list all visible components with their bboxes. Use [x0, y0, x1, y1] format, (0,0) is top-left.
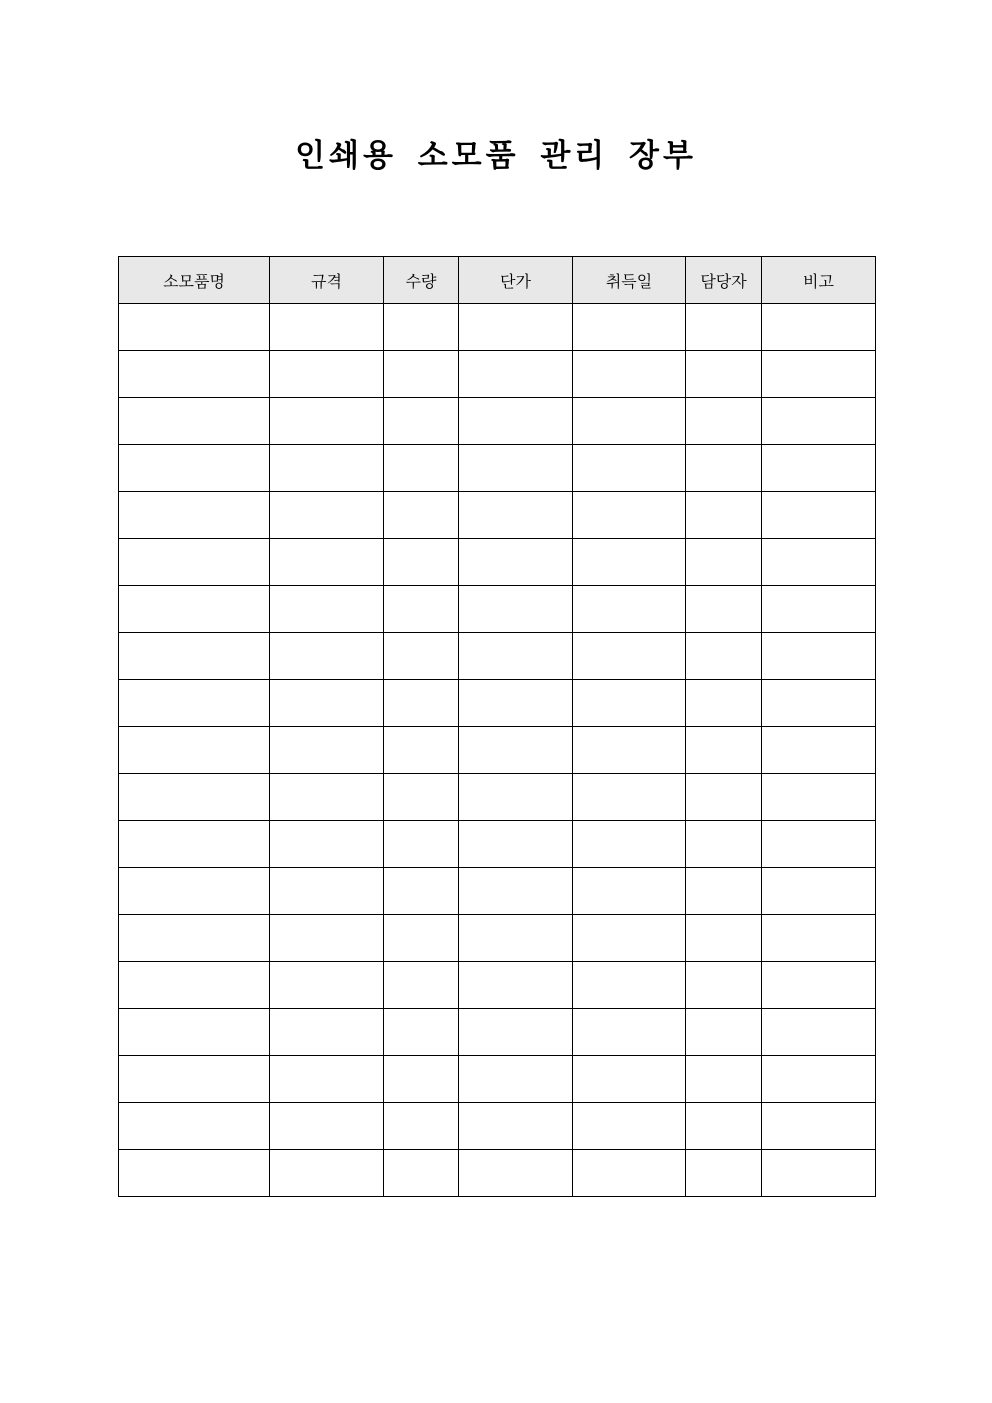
cell-unit-price[interactable]	[459, 304, 573, 351]
cell-spec[interactable]	[270, 1056, 384, 1103]
table-row	[119, 868, 876, 915]
cell-quantity[interactable]	[384, 868, 459, 915]
cell-manager[interactable]	[686, 492, 762, 539]
cell-item-name[interactable]	[119, 915, 270, 962]
cell-unit-price[interactable]	[459, 492, 573, 539]
cell-quantity[interactable]	[384, 821, 459, 868]
cell-remarks[interactable]	[762, 351, 876, 398]
table-row	[119, 680, 876, 727]
cell-spec[interactable]	[270, 774, 384, 821]
cell-remarks[interactable]	[762, 304, 876, 351]
cell-unit-price[interactable]	[459, 1056, 573, 1103]
cell-acquired-date[interactable]	[573, 398, 686, 445]
cell-item-name[interactable]	[119, 445, 270, 492]
cell-acquired-date[interactable]	[573, 680, 686, 727]
cell-unit-price[interactable]	[459, 821, 573, 868]
cell-remarks[interactable]	[762, 398, 876, 445]
cell-manager[interactable]	[686, 351, 762, 398]
cell-item-name[interactable]	[119, 680, 270, 727]
table-row	[119, 445, 876, 492]
cell-remarks[interactable]	[762, 1009, 876, 1056]
cell-quantity[interactable]	[384, 633, 459, 680]
cell-acquired-date[interactable]	[573, 586, 686, 633]
cell-spec[interactable]	[270, 962, 384, 1009]
cell-remarks[interactable]	[762, 633, 876, 680]
cell-item-name[interactable]	[119, 304, 270, 351]
cell-unit-price[interactable]	[459, 351, 573, 398]
cell-unit-price[interactable]	[459, 1009, 573, 1056]
cell-acquired-date[interactable]	[573, 774, 686, 821]
cell-acquired-date[interactable]	[573, 1009, 686, 1056]
cell-unit-price[interactable]	[459, 680, 573, 727]
cell-spec[interactable]	[270, 680, 384, 727]
cell-spec[interactable]	[270, 1150, 384, 1197]
cell-remarks[interactable]	[762, 1056, 876, 1103]
table-row	[119, 633, 876, 680]
cell-unit-price[interactable]	[459, 1150, 573, 1197]
cell-item-name[interactable]	[119, 1056, 270, 1103]
cell-remarks[interactable]	[762, 1103, 876, 1150]
table-row	[119, 398, 876, 445]
cell-item-name[interactable]	[119, 774, 270, 821]
cell-manager[interactable]	[686, 304, 762, 351]
cell-acquired-date[interactable]	[573, 868, 686, 915]
cell-remarks[interactable]	[762, 492, 876, 539]
cell-item-name[interactable]	[119, 962, 270, 1009]
cell-spec[interactable]	[270, 445, 384, 492]
cell-unit-price[interactable]	[459, 586, 573, 633]
page-title: 인쇄용 소모품 관리 장부	[295, 138, 697, 174]
cell-manager[interactable]	[686, 727, 762, 774]
cell-remarks[interactable]	[762, 445, 876, 492]
supplies-ledger-table	[118, 256, 876, 1197]
column-header-unit-price: 단가	[459, 257, 573, 304]
cell-remarks[interactable]	[762, 680, 876, 727]
cell-quantity[interactable]	[384, 962, 459, 1009]
cell-quantity[interactable]	[384, 445, 459, 492]
cell-spec[interactable]	[270, 398, 384, 445]
cell-manager[interactable]	[686, 398, 762, 445]
cell-manager[interactable]	[686, 868, 762, 915]
cell-acquired-date[interactable]	[573, 821, 686, 868]
cell-acquired-date[interactable]	[573, 539, 686, 586]
cell-item-name[interactable]	[119, 1103, 270, 1150]
cell-manager[interactable]	[686, 633, 762, 680]
cell-remarks[interactable]	[762, 868, 876, 915]
cell-unit-price[interactable]	[459, 915, 573, 962]
cell-acquired-date[interactable]	[573, 1150, 686, 1197]
cell-quantity[interactable]	[384, 915, 459, 962]
column-header-spec: 규격	[270, 257, 384, 304]
cell-spec[interactable]	[270, 539, 384, 586]
cell-unit-price[interactable]	[459, 774, 573, 821]
cell-unit-price[interactable]	[459, 539, 573, 586]
cell-manager[interactable]	[686, 915, 762, 962]
cell-spec[interactable]	[270, 304, 384, 351]
cell-quantity[interactable]	[384, 539, 459, 586]
cell-remarks[interactable]	[762, 915, 876, 962]
cell-spec[interactable]	[270, 915, 384, 962]
header-row	[119, 257, 876, 304]
table-row	[119, 492, 876, 539]
cell-manager[interactable]	[686, 1103, 762, 1150]
cell-acquired-date[interactable]	[573, 351, 686, 398]
table-row	[119, 1009, 876, 1056]
cell-item-name[interactable]	[119, 821, 270, 868]
cell-acquired-date[interactable]	[573, 915, 686, 962]
cell-manager[interactable]	[686, 1009, 762, 1056]
table-row	[119, 821, 876, 868]
cell-acquired-date[interactable]	[573, 304, 686, 351]
cell-spec[interactable]	[270, 868, 384, 915]
cell-unit-price[interactable]	[459, 868, 573, 915]
cell-manager[interactable]	[686, 539, 762, 586]
cell-acquired-date[interactable]	[573, 1056, 686, 1103]
cell-quantity[interactable]	[384, 1009, 459, 1056]
cell-item-name[interactable]	[119, 868, 270, 915]
cell-spec[interactable]	[270, 492, 384, 539]
table-row	[119, 304, 876, 351]
cell-quantity[interactable]	[384, 492, 459, 539]
cell-manager[interactable]	[686, 586, 762, 633]
table-header	[119, 257, 876, 304]
cell-acquired-date[interactable]	[573, 445, 686, 492]
cell-remarks[interactable]	[762, 962, 876, 1009]
cell-manager[interactable]	[686, 962, 762, 1009]
cell-quantity[interactable]	[384, 680, 459, 727]
column-header-acquired-date: 취득일	[573, 257, 686, 304]
table-body	[119, 304, 876, 1197]
cell-spec[interactable]	[270, 351, 384, 398]
table-row	[119, 586, 876, 633]
cell-acquired-date[interactable]	[573, 492, 686, 539]
cell-item-name[interactable]	[119, 727, 270, 774]
cell-manager[interactable]	[686, 774, 762, 821]
cell-acquired-date[interactable]	[573, 633, 686, 680]
cell-spec[interactable]	[270, 633, 384, 680]
cell-quantity[interactable]	[384, 398, 459, 445]
cell-unit-price[interactable]	[459, 727, 573, 774]
cell-spec[interactable]	[270, 1103, 384, 1150]
table-row	[119, 915, 876, 962]
table-row	[119, 539, 876, 586]
cell-remarks[interactable]	[762, 774, 876, 821]
cell-unit-price[interactable]	[459, 445, 573, 492]
cell-item-name[interactable]	[119, 1009, 270, 1056]
cell-item-name[interactable]	[119, 586, 270, 633]
cell-spec[interactable]	[270, 586, 384, 633]
cell-acquired-date[interactable]	[573, 962, 686, 1009]
table-row	[119, 1056, 876, 1103]
column-header-manager: 담당자	[686, 257, 762, 304]
table-row	[119, 351, 876, 398]
cell-remarks[interactable]	[762, 539, 876, 586]
cell-manager[interactable]	[686, 445, 762, 492]
cell-spec[interactable]	[270, 727, 384, 774]
cell-item-name[interactable]	[119, 633, 270, 680]
cell-item-name[interactable]	[119, 539, 270, 586]
table-row	[119, 774, 876, 821]
cell-acquired-date[interactable]	[573, 727, 686, 774]
cell-item-name[interactable]	[119, 1150, 270, 1197]
cell-spec[interactable]	[270, 821, 384, 868]
cell-quantity[interactable]	[384, 351, 459, 398]
cell-manager[interactable]	[686, 680, 762, 727]
cell-quantity[interactable]	[384, 774, 459, 821]
cell-remarks[interactable]	[762, 727, 876, 774]
cell-unit-price[interactable]	[459, 633, 573, 680]
column-header-remarks: 비고	[762, 257, 876, 304]
cell-spec[interactable]	[270, 1009, 384, 1056]
cell-item-name[interactable]	[119, 492, 270, 539]
cell-quantity[interactable]	[384, 1103, 459, 1150]
table-row	[119, 1103, 876, 1150]
table-row	[119, 1150, 876, 1197]
cell-item-name[interactable]	[119, 351, 270, 398]
cell-unit-price[interactable]	[459, 1103, 573, 1150]
cell-quantity[interactable]	[384, 727, 459, 774]
cell-acquired-date[interactable]	[573, 1103, 686, 1150]
cell-remarks[interactable]	[762, 1150, 876, 1197]
column-header-quantity: 수량	[384, 257, 459, 304]
cell-manager[interactable]	[686, 821, 762, 868]
cell-remarks[interactable]	[762, 586, 876, 633]
cell-quantity[interactable]	[384, 1150, 459, 1197]
cell-quantity[interactable]	[384, 304, 459, 351]
cell-manager[interactable]	[686, 1056, 762, 1103]
column-header-item-name: 소모품명	[119, 257, 270, 304]
table-row	[119, 962, 876, 1009]
cell-remarks[interactable]	[762, 821, 876, 868]
cell-unit-price[interactable]	[459, 398, 573, 445]
cell-item-name[interactable]	[119, 398, 270, 445]
cell-manager[interactable]	[686, 1150, 762, 1197]
cell-quantity[interactable]	[384, 1056, 459, 1103]
cell-unit-price[interactable]	[459, 962, 573, 1009]
cell-quantity[interactable]	[384, 586, 459, 633]
table-row	[119, 727, 876, 774]
